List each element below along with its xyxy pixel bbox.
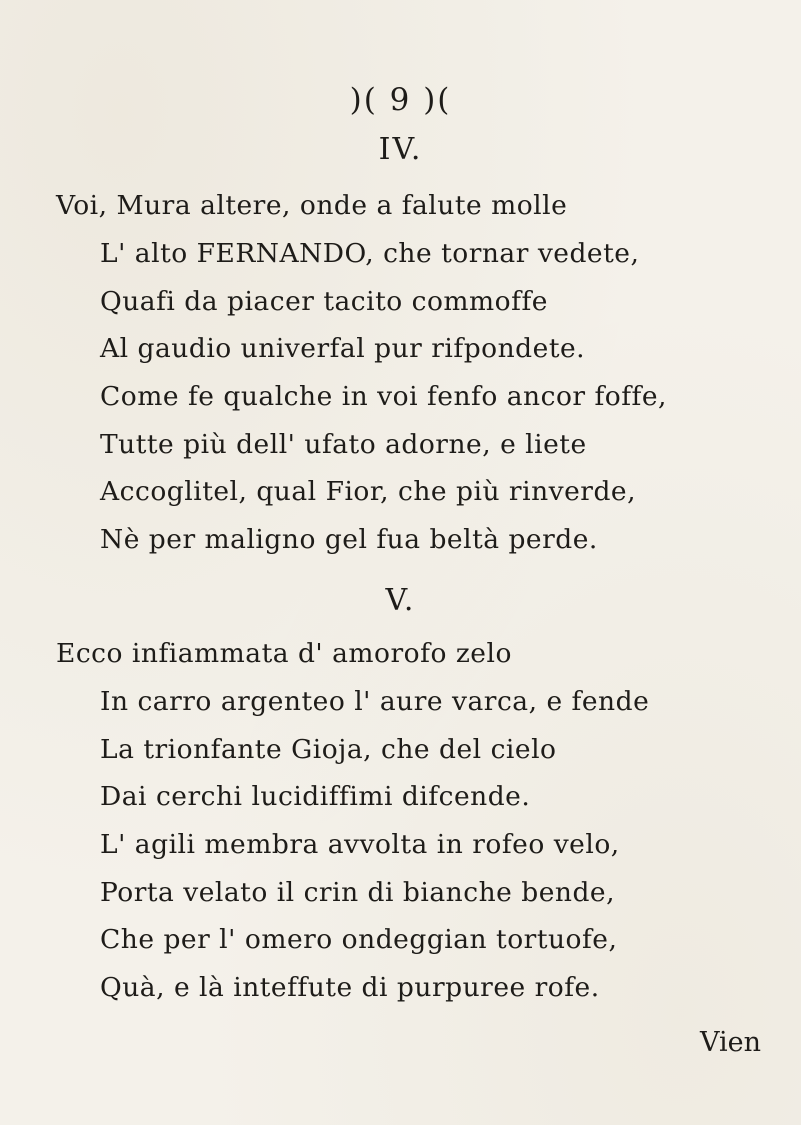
verse-line: L' alto FERNANDO, che tornar vedete,: [100, 238, 640, 269]
verse-line: Voi, Mura altere, onde a falute molle: [56, 190, 568, 221]
verse-line: La trionfante Gioja, che del cielo: [100, 734, 557, 765]
verse-line: Al gaudio univerfal pur rifpondete.: [100, 333, 586, 364]
verse-line: Come fe qualche in voi fenfo ancor foffe,: [100, 381, 667, 412]
verse-line: Ecco infiammata d' amorofo zelo: [56, 638, 512, 669]
verse-line: Accoglitel, qual Fior, che più rinverde,: [100, 476, 637, 507]
stanza-heading-v: V.: [385, 583, 416, 618]
verse-line: In carro argenteo l' aure varca, e fende: [100, 686, 650, 717]
verse-line: Tutte più dell' ufato adorne, e liete: [100, 429, 587, 460]
verse-line: Che per l' omero ondeggian tortuofe,: [100, 924, 618, 955]
stanza-heading-iv: IV.: [378, 132, 423, 167]
verse-line: L' agili membra avvolta in rofeo velo,: [100, 829, 620, 860]
verse-line: Dai cerchi lucidiffimi difcende.: [100, 781, 531, 812]
verse-line: Quà, e là inteffute di purpuree rofe.: [100, 972, 600, 1003]
verse-line: Quafi da piacer tacito commoffe: [100, 286, 548, 317]
verse-line: Porta velato il crin di bianche bende,: [100, 877, 616, 908]
page-number-header: )( 9 )(: [349, 82, 452, 118]
verse-line: Nè per maligno gel fua beltà perde.: [100, 524, 598, 555]
catchword: Vien: [700, 1027, 762, 1058]
